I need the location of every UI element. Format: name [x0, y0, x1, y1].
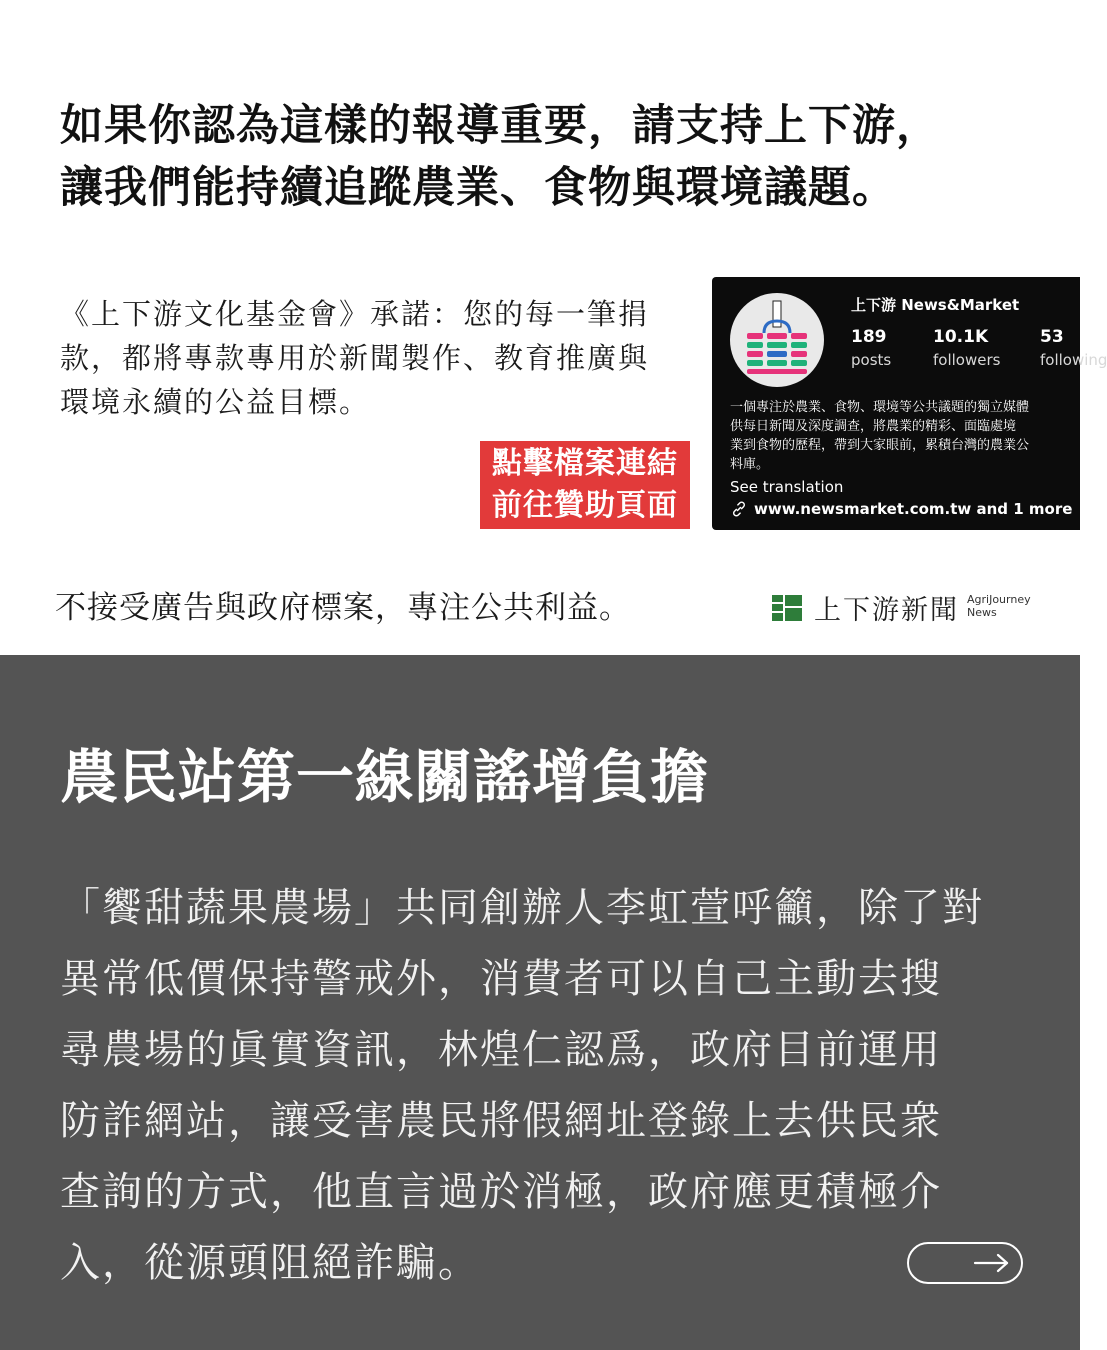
pledge-line: 《上下游文化基金會》承諾：您的每一筆捐 [60, 297, 650, 331]
headline-line: 如果你認為這樣的報導重要，請支持上下游， [60, 101, 940, 151]
following-count: 53 [1040, 327, 1064, 347]
cta-line: 前往贊助頁面 [492, 488, 678, 523]
bio-line: 一個專注於農業、食物、環境等公共議題的獨立媒體 [730, 400, 1030, 415]
foundation-pledge [60, 292, 690, 424]
support-headline [60, 95, 1050, 219]
bio-line: 料庫。 [730, 457, 770, 472]
body-line: 查詢的方式，他直言過於消極，政府應更積極介 [60, 1169, 942, 1215]
article-title: 農民站第一線關謠增負擔 [60, 743, 710, 811]
profile-avatar[interactable] [730, 293, 824, 387]
agrijourney-logo [772, 588, 1031, 627]
headline-line: 讓我們能持續追蹤農業、食物與環境議題。 [60, 163, 896, 213]
body-line: 尋農場的眞實資訊，林煌仁認爲，政府目前運用 [60, 1027, 942, 1073]
sponsor-link-button[interactable] [480, 441, 690, 529]
instagram-profile-card[interactable] [712, 277, 1107, 530]
bio-line: 供每日新聞及深度調查，將農業的精彩、面臨處境 [730, 419, 1017, 434]
bio-line: 業到食物的歷程，帶到大家眼前，累積台灣的農業公 [730, 438, 1030, 453]
followers-label: followers [933, 351, 1001, 369]
body-line: 「饗甜蔬果農場」共同創辦人李虹萱呼籲，除了對 [60, 885, 984, 931]
independence-tagline: 不接受廣告與政府標案，專注公共利益。 [55, 590, 631, 626]
support-section [0, 0, 1107, 655]
followers-stat[interactable] [933, 327, 1000, 369]
followers-count: 10.1K [933, 327, 989, 347]
next-slide-button[interactable] [907, 1242, 1023, 1284]
body-line: 入，從源頭阻絕詐騙。 [60, 1240, 480, 1286]
profile-website-link[interactable] [730, 500, 1072, 518]
tote-bag-logo-icon [730, 293, 824, 387]
link-icon [730, 500, 748, 518]
body-line: 異常低價保持警戒外，消費者可以自己主動去搜 [60, 956, 942, 1002]
arrow-right-icon [909, 1244, 1021, 1282]
body-line: 防詐網站，讓受害農民將假網址登錄上去供民衆 [60, 1098, 942, 1144]
logo-subtitle [967, 593, 1031, 619]
profile-bio [730, 398, 1090, 474]
following-label: following [1040, 351, 1107, 369]
logo-sub-line: AgriJourney [967, 592, 1031, 606]
profile-name: 上下游 News&Market [851, 296, 1020, 314]
following-stat[interactable] [1040, 327, 1107, 369]
article-section [0, 655, 1080, 1350]
logo-sub-line: News [967, 605, 997, 619]
posts-label: posts [851, 351, 892, 369]
cta-line: 點擊檔案連結 [492, 446, 678, 481]
posts-count: 189 [851, 327, 887, 347]
see-translation-link[interactable]: See translation [730, 478, 844, 496]
website-url: www.newsmarket.com.tw and 1 more [754, 500, 1073, 518]
posts-stat[interactable] [851, 327, 891, 369]
pledge-line: 款，都將專款專用於新聞製作、教育推廣與 [60, 341, 650, 375]
pledge-line: 環境永續的公益目標。 [60, 385, 371, 419]
article-body [60, 873, 1040, 1299]
logo-name: 上下游新聞 [814, 595, 959, 626]
logo-mark-icon [772, 595, 802, 621]
